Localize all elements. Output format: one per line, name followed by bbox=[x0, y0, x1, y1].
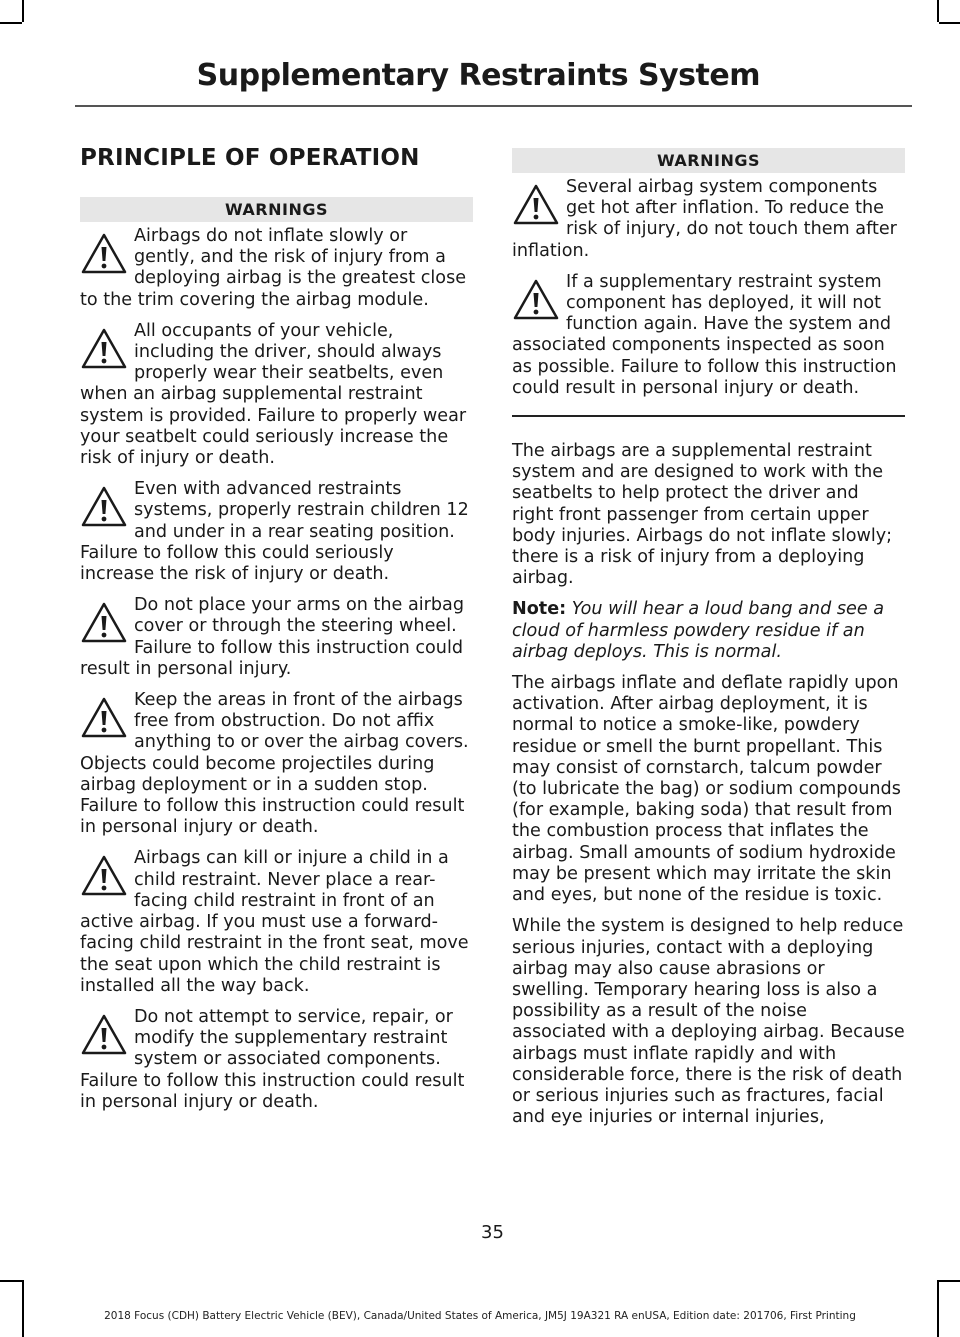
warnings-header: WARNINGS bbox=[512, 148, 905, 173]
warning-item bbox=[512, 177, 905, 262]
warning-item bbox=[80, 479, 473, 585]
warning-text: Do not place your arms on the airbag cover or through the steering wheel. Failure to follow this instruction could result in personal injury. bbox=[80, 595, 464, 679]
crop-mark-top-right-h bbox=[939, 22, 960, 24]
warning-text: Keep the areas in front of the airbags free from obstruction. Do not affix anything to or over the airbag covers. Objects could become projectiles during airbag deployment or in a sudden stop. Failure to follow this instruction could result in personal injury or death. bbox=[80, 690, 469, 838]
warning-text: Even with advanced restraints systems, properly restrain children 12 and under in a rear seating position. Failure to follow this could seriously increase the risk of injury or death. bbox=[80, 479, 469, 585]
warning-triangle-icon bbox=[80, 485, 128, 529]
warning-triangle-icon bbox=[80, 696, 128, 740]
warning-triangle-icon bbox=[80, 1013, 128, 1057]
warning-item bbox=[80, 595, 473, 680]
crop-mark-top-right bbox=[937, 0, 939, 22]
warning-text: Do not attempt to service, repair, or modify the supplementary restraint system or associated components. Failure to follow this instruction could result in personal injury or death. bbox=[80, 1006, 465, 1112]
warning-item bbox=[80, 848, 473, 996]
warning-text: Several airbag system components get hot after inflation. To reduce the risk of injury, do not touch them after inflation. bbox=[512, 177, 897, 261]
body-paragraph: The airbags are a supplemental restraint system and are designed to work with the seatbelts to help protect the driver and right front passenger from certain upper body injuries. Airbags do not inflate slowly; there is a risk of injury from a deploying airbag. bbox=[512, 441, 893, 589]
warning-text: Airbags can kill or injure a child in a child restraint. Never place a rear-facing child restraint in front of an active airbag. If you must use a forward-facing child restraint in the front seat, move the seat upon which the child restraint is installed all the way back. bbox=[80, 848, 469, 996]
header-rule bbox=[75, 105, 912, 107]
warning-item bbox=[80, 690, 473, 838]
warnings-end-rule bbox=[512, 415, 905, 417]
note-text: You will hear a loud bang and see a cloud of harmless powdery residue if an airbag deploys. This is normal. bbox=[512, 599, 885, 662]
warning-item bbox=[80, 1007, 473, 1113]
crop-mark-bottom-left bbox=[22, 1280, 24, 1337]
page-number: 35 bbox=[481, 1222, 504, 1243]
warning-text: Airbags do not inflate slowly or gently, and the risk of injury from a deploying airbag is the greatest close to the trim covering the airbag module. bbox=[80, 226, 467, 310]
warning-triangle-icon bbox=[80, 327, 128, 371]
crop-mark-bottom-right-h bbox=[939, 1280, 960, 1282]
warning-text: If a supplementary restraint system component has deployed, it will not function again. Have the system and associated components inspected as soon as possible. Failure to follow this instruction could result in personal injury or death. bbox=[512, 271, 897, 398]
warning-item bbox=[80, 321, 473, 469]
warning-item bbox=[512, 272, 905, 399]
crop-mark-top-left-h bbox=[0, 22, 22, 24]
body-paragraph: While the system is designed to help reduce serious injuries, contact with a deploying airbag may also cause abrasions or swelling. Temporary hearing loss is also a possibility as a result of the noise associated with a deploying airbag. Because airbags must inflate rapidly and with considerable force, there is the risk of death or serious injuries such as fractures, facial and eye injuries or internal injuries, bbox=[512, 916, 905, 1128]
footer-edition-text: 2018 Focus (CDH) Battery Electric Vehicle (BEV), Canada/United States of America, JM5J 19A321 RA enUSA, Edition date: 201706, First Printing bbox=[104, 1310, 856, 1322]
section-title: PRINCIPLE OF OPERATION bbox=[80, 145, 420, 171]
warning-triangle-icon bbox=[512, 278, 560, 322]
warning-triangle-icon bbox=[80, 232, 128, 276]
crop-mark-top-left bbox=[22, 0, 24, 22]
crop-mark-bottom-right bbox=[937, 1280, 939, 1337]
right-column bbox=[512, 148, 905, 1138]
note-label: Note: bbox=[512, 599, 567, 620]
warning-item bbox=[80, 226, 473, 311]
warning-triangle-icon bbox=[80, 854, 128, 898]
warning-text: All occupants of your vehicle, including the driver, should always properly wear their seatbelts, even when an airbag supplemental restraint system is provided. Failure to properly wear your seatbelt could seriously increase the risk of injury or death. bbox=[80, 320, 467, 469]
body-paragraph: The airbags inflate and deflate rapidly upon activation. After airbag deployment, it is normal to notice a smoke-like, powdery residue or smell the burnt propellant. This may consist of cornstarch, talcum powder (to lubricate the bag) or sodium compounds (for example, baking soda) that result from the combustion process that inflates the airbag. Small amounts of sodium hydroxide may be present which may irritate the skin and eyes, but none of the residue is toxic. bbox=[512, 673, 901, 906]
crop-mark-bottom-left-h bbox=[0, 1280, 22, 1282]
header-title: Supplementary Restraints System bbox=[196, 58, 760, 93]
warning-triangle-icon bbox=[512, 183, 560, 227]
left-column bbox=[80, 145, 473, 1123]
warning-triangle-icon bbox=[80, 601, 128, 645]
note-paragraph bbox=[512, 599, 905, 663]
warnings-header: WARNINGS bbox=[80, 197, 473, 222]
